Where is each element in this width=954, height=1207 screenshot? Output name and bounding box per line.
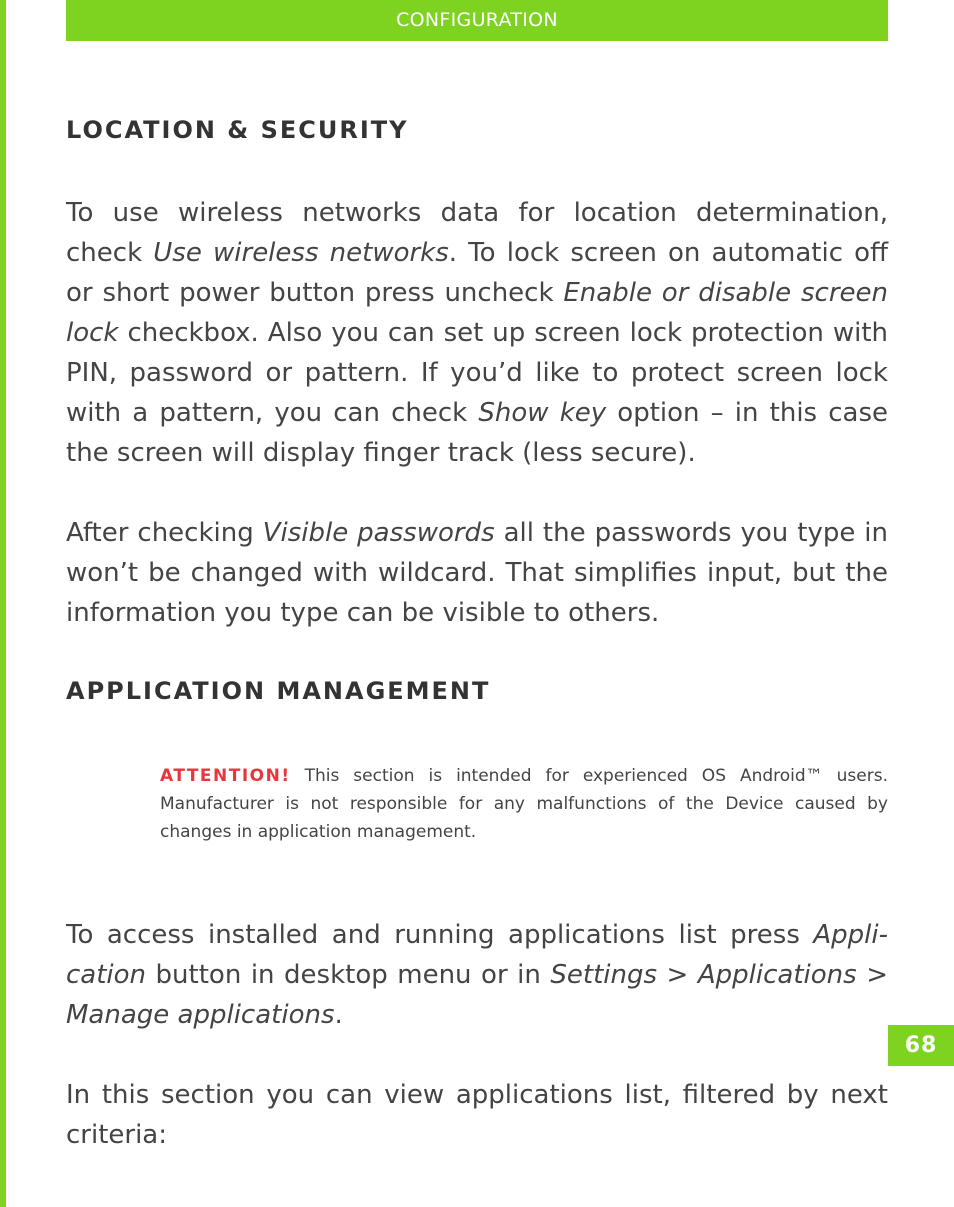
page-number-badge — [888, 1025, 954, 1066]
option-applications: Applications — [697, 960, 857, 990]
left-accent-stripe — [0, 0, 6, 1207]
option-application: Application — [66, 920, 888, 990]
page-number: 68 — [904, 1033, 938, 1058]
paragraph-access-applications: To access installed and running applications list press Application button in desktop menu or in Settings > Applications > Manage applications. — [66, 920, 888, 1030]
attention-text: This section is intended for experienced OS Android™ users. Manufacturer is not responsible for any malfunctions of the Device caused by changes in application management. — [160, 766, 888, 842]
option-manage-applications: Manage applications — [66, 1000, 335, 1030]
option-visible-passwords: Visible passwords — [262, 518, 495, 548]
attention-note — [160, 762, 888, 846]
chapter-header — [66, 0, 888, 41]
paragraph-applications-list: In this section you can view applications list, filtered by next criteria: — [66, 1080, 888, 1150]
paragraph-location-security-1: To use wireless networks data for location determination, check Use wireless networks. To lock screen on automatic off or short power button press uncheck Enable or disable screen lock checkbox. Also you can set up screen lock protection with PIN, password or pattern. If you’d like to protect screen lock with a pattern, you can check Show key option – in this case the screen will display finger track (less secure). — [66, 198, 889, 468]
option-settings: Settings — [550, 960, 658, 990]
option-enable-disable-screen-lock: Enable or disable screen lock — [66, 278, 888, 348]
option-use-wireless-networks: Use wireless networks — [153, 238, 449, 268]
heading-location-security: LOCATION & SECURITY — [66, 116, 409, 144]
chapter-title: CONFIGURATION — [396, 9, 558, 31]
attention-label: ATTENTION! — [160, 766, 291, 786]
option-show-key: Show key — [478, 398, 607, 428]
paragraph-visible-passwords: After checking Visible passwords all the passwords you type in won’t be changed with wildcard. That simplifies input, but the information you type can be visible to others. — [66, 518, 888, 628]
heading-application-management: APPLICATION MANAGEMENT — [66, 677, 491, 705]
